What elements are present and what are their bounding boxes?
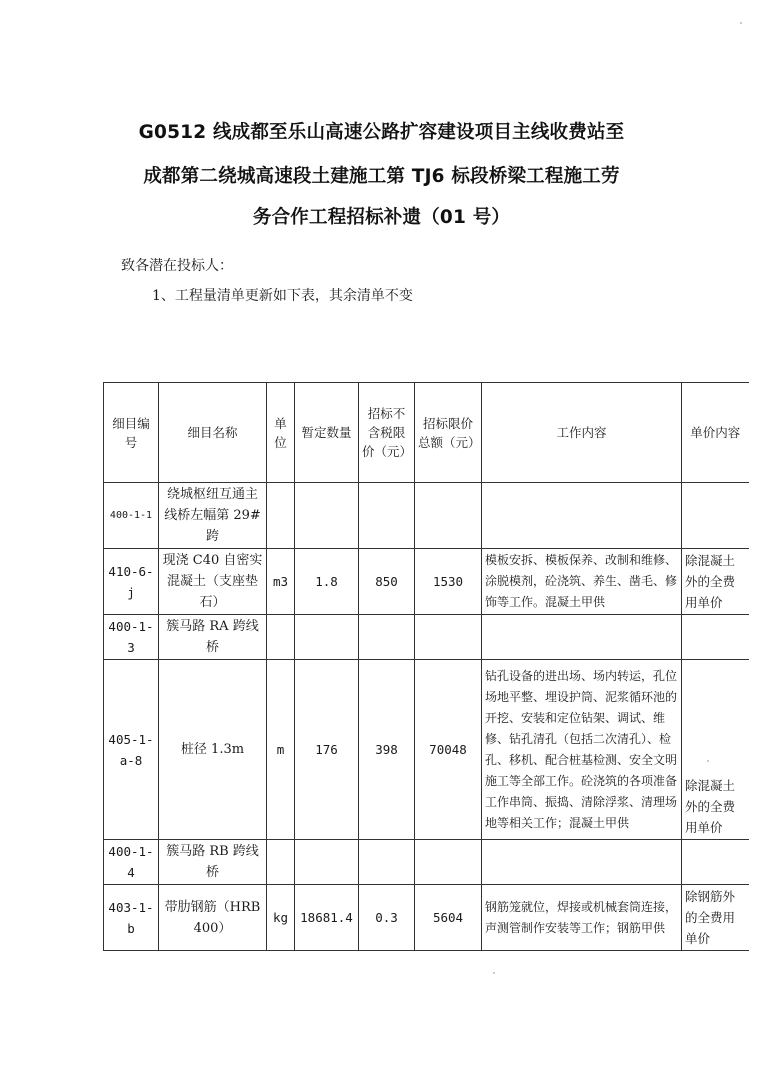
cell-name: 绕城枢纽互通主线桥左幅第 29#跨 [159,483,267,549]
cell-quantity: 176 [295,660,359,840]
cell-code: 405-1-a-8 [104,660,159,840]
cell-unit-price [359,840,415,885]
bill-of-quantities-table [103,382,749,951]
cell-unit-content [682,615,749,660]
cell-quantity [295,615,359,660]
cell-unit-content: 除混凝土外的全费用单价 [682,660,749,840]
cell-unit: m [267,660,295,840]
table-row [104,483,749,549]
cell-unit: m3 [267,549,295,615]
cell-quantity [295,483,359,549]
cell-total [415,483,482,549]
cell-unit-content: 除混凝土外的全费用单价 [682,549,749,615]
header-unit-price: 招标不含税限价（元） [359,383,415,483]
cell-unit [267,840,295,885]
scan-speck [493,972,495,974]
cell-unit-price [359,483,415,549]
cell-total [415,615,482,660]
cell-quantity: 1.8 [295,549,359,615]
cell-total: 1530 [415,549,482,615]
cell-name: 带肋钢筋（HRB400） [159,885,267,951]
table-row [104,615,749,660]
cell-total: 70048 [415,660,482,840]
cell-total: 5604 [415,885,482,951]
cell-quantity: 18681.4 [295,885,359,951]
document-title-line-3: 务合作工程招标补遗（01 号） [252,207,511,228]
cell-unit-price: 0.3 [359,885,415,951]
cell-code: 403-1-b [104,885,159,951]
notice-item-1: 1、工程量清单更新如下表，其余清单不变 [152,288,413,304]
cell-total [415,840,482,885]
cell-code: 400-1-4 [104,840,159,885]
cell-unit-content [682,840,749,885]
scan-speck [740,22,742,24]
cell-code: 400-1-3 [104,615,159,660]
cell-work [482,615,682,660]
cell-work [482,840,682,885]
cell-work: 钢筋笼就位，焊接或机械套筒连接，声测管制作安装等工作；钢筋甲供 [482,885,682,951]
cell-name: 簇马路 RB 跨线桥 [159,840,267,885]
table-row [104,840,749,885]
cell-name: 现浇 C40 自密实混凝土（支座垫石） [159,549,267,615]
salutation: 致各潜在投标人： [121,258,233,274]
table-row [104,660,749,840]
header-total: 招标限价总额（元） [415,383,482,483]
cell-quantity [295,840,359,885]
cell-code: 400-1-1 [104,483,159,549]
cell-unit: kg [267,885,295,951]
table-row [104,885,749,951]
cell-unit-price: 398 [359,660,415,840]
cell-name: 簇马路 RA 跨线桥 [159,615,267,660]
table-row [104,549,749,615]
header-unit-content: 单价内容 [682,383,749,483]
cell-unit-price [359,615,415,660]
cell-unit [267,615,295,660]
cell-work [482,483,682,549]
header-unit: 单位 [267,383,295,483]
cell-unit [267,483,295,549]
header-code: 细目编号 [104,383,159,483]
cell-unit-price: 850 [359,549,415,615]
document-title-line-1: G0512 线成都至乐山高速公路扩容建设项目主线收费站至 [138,122,625,143]
cell-name: 桩径 1.3m [159,660,267,840]
document-title-line-2: 成都第二绕城高速段土建施工第 TJ6 标段桥梁工程施工劳 [143,166,620,187]
cell-work: 钻孔设备的进出场、场内转运，孔位场地平整、埋设护筒、泥浆循环池的开挖、安装和定位钻架、调试、维修、钻孔清孔（包括二次清孔）、检孔、移机、配合桩基检测、安全文明施工等全部工作。砼浇筑的各项准备工作串筒、振捣、清除浮浆、清理场地等相关工作；混凝土甲供 [482,660,682,840]
cell-unit-content: 除钢筋外的全费用单价 [682,885,749,951]
scan-speck [707,760,709,762]
cell-code: 410-6-j [104,549,159,615]
cell-unit-content [682,483,749,549]
header-work: 工作内容 [482,383,682,483]
cell-work: 模板安拆、模板保养、改制和维修、涂脱模剂，砼浇筑、养生、凿毛、修饰等工作。混凝土甲供 [482,549,682,615]
table-header-row [104,383,749,483]
header-quantity: 暂定数量 [295,383,359,483]
header-name: 细目名称 [159,383,267,483]
